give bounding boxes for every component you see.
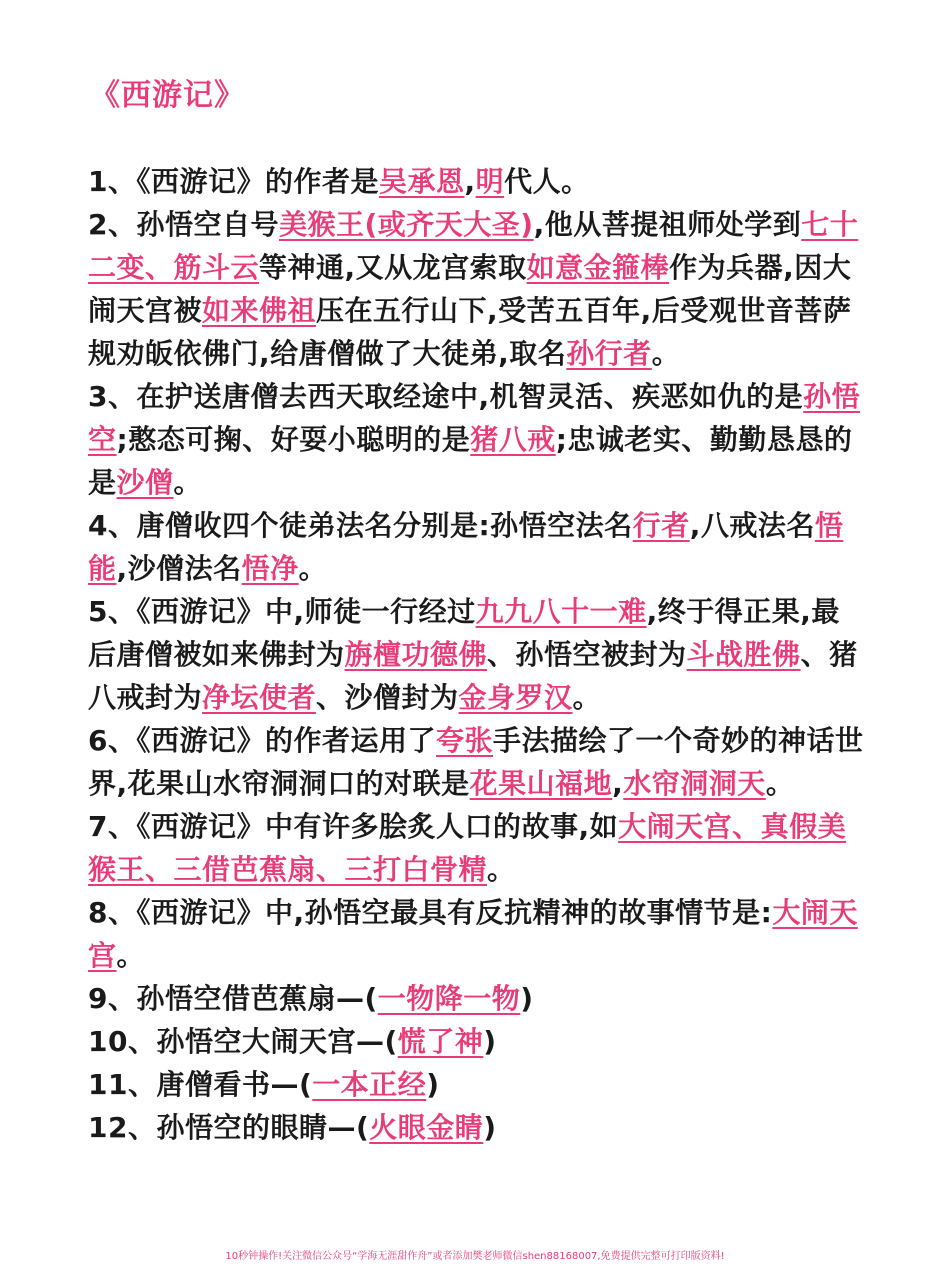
answer-text: 大闹天宫、真假美猴王、三借芭蕉扇、三打白骨精 <box>88 810 847 886</box>
question-list <box>88 160 868 1149</box>
question-text: 12、孙悟空的眼睛—( <box>88 1111 370 1144</box>
answer-text: 净坛使者 <box>202 681 317 714</box>
question-text: 4、唐僧收四个徒弟法名分别是:孙悟空法名 <box>88 509 633 542</box>
question-text: ,终于得正果,最后唐僧被如来佛封为 <box>88 595 840 671</box>
answer-text: 如意金箍棒 <box>526 251 670 284</box>
answer-text: 斗战胜佛 <box>686 638 801 671</box>
question-item <box>88 1106 868 1149</box>
answer-text: 猪八戒 <box>470 423 556 456</box>
question-text: ) <box>483 1025 497 1058</box>
question-text: , <box>464 165 476 198</box>
question-item <box>88 203 868 375</box>
question-text: 1、《西游记》的作者是 <box>88 165 379 198</box>
question-text: ;憨态可掬、好耍小聪明的是 <box>116 423 471 456</box>
question-text: 、猪八戒封为 <box>88 638 858 714</box>
question-item <box>88 160 868 203</box>
answer-text: 七十二变、筋斗云 <box>88 208 859 284</box>
question-text: ,他从菩提祖师处学到 <box>533 208 802 241</box>
question-text: 8、《西游记》中,孙悟空最具有反抗精神的故事情节是: <box>88 896 773 929</box>
question-text: 。 <box>765 767 795 800</box>
question-text: ) <box>520 982 534 1015</box>
question-text: 11、唐僧看书—( <box>88 1068 313 1101</box>
answer-text: 悟能 <box>88 509 844 585</box>
question-text: 2、孙悟空自号 <box>88 208 279 241</box>
question-text: 。 <box>298 552 328 585</box>
answer-text: 大闹天宫 <box>88 896 858 972</box>
answer-text: 夸张 <box>435 724 493 757</box>
answer-text: 孙悟空 <box>88 380 861 456</box>
question-text: ,沙僧法名 <box>116 552 242 585</box>
question-text: 、沙僧封为 <box>316 681 459 714</box>
question-text: ) <box>483 1111 497 1144</box>
question-text: 代人。 <box>504 165 590 198</box>
question-text: , <box>612 767 624 800</box>
question-text: 作为兵器,因大闹天宫被 <box>88 251 852 327</box>
answer-text: 一物降一物 <box>377 982 521 1015</box>
question-item <box>88 504 868 590</box>
question-text: 、孙悟空被封为 <box>487 638 687 671</box>
answer-text: 美猴王(或齐天大圣) <box>278 208 534 241</box>
answer-text: 水帘洞洞天 <box>623 767 766 800</box>
answer-text: 九九八十一难 <box>475 595 647 628</box>
question-item <box>88 375 868 504</box>
question-text: 9、孙悟空借芭蕉扇—( <box>88 982 378 1015</box>
question-text: ) <box>426 1068 440 1101</box>
question-text: 3、在护送唐僧去西天取经途中,机智灵活、疾恶如仇的是 <box>88 380 804 413</box>
question-text: 手法描绘了一个奇妙的神话世界,花果山水帘洞洞口的对联是 <box>88 724 864 800</box>
question-text: 。 <box>487 853 516 886</box>
footer-note: 10秒钟操作!关注微信公众号“学海无涯甜作舟”或者添加樊老师微信shen88168007,免费提供完整可打印版资料! <box>225 1251 725 1262</box>
question-item <box>88 805 868 891</box>
answer-text: 行者 <box>632 509 690 542</box>
question-text: 压在五行山下,受苦五百年,后受观世音菩萨规劝皈依佛门,给唐僧做了大徒弟,取名 <box>88 294 852 370</box>
question-text: 等神通,又从龙宫索取 <box>259 251 527 284</box>
question-text: 5、《西游记》中,师徒一行经过 <box>88 595 476 628</box>
question-text: 7、《西游记》中有许多脍炙人口的故事,如 <box>88 810 619 843</box>
document-title: 《西游记》 <box>90 78 245 113</box>
answer-text: 沙僧 <box>116 466 174 499</box>
question-text: 。 <box>651 337 681 370</box>
answer-text: 一本正经 <box>312 1068 427 1101</box>
answer-text: 金身罗汉 <box>458 681 573 714</box>
question-text: ,八戒法名 <box>689 509 815 542</box>
question-item <box>88 590 868 719</box>
question-text: 。 <box>116 939 146 972</box>
question-item <box>88 1020 868 1063</box>
question-item <box>88 719 868 805</box>
question-text: 6、《西游记》的作者运用了 <box>88 724 436 757</box>
question-item <box>88 891 868 977</box>
question-text: 。 <box>173 466 203 499</box>
answer-text: 慌了神 <box>397 1025 484 1058</box>
answer-text: 明 <box>475 165 505 198</box>
answer-text: 吴承恩 <box>378 165 465 198</box>
answer-text: 旃檀功德佛 <box>344 638 488 671</box>
answer-text: 如来佛祖 <box>202 294 317 327</box>
question-text: 。 <box>572 681 602 714</box>
answer-text: 花果山福地 <box>469 767 613 800</box>
question-item <box>88 1063 868 1106</box>
question-item <box>88 977 868 1020</box>
question-text: ;忠诚老实、勤勤恳恳的是 <box>88 423 853 499</box>
answer-text: 火眼金睛 <box>369 1111 484 1144</box>
question-text: 10、孙悟空大闹天宫—( <box>88 1025 398 1058</box>
answer-text: 孙行者 <box>566 337 652 370</box>
answer-text: 悟净 <box>241 552 299 585</box>
